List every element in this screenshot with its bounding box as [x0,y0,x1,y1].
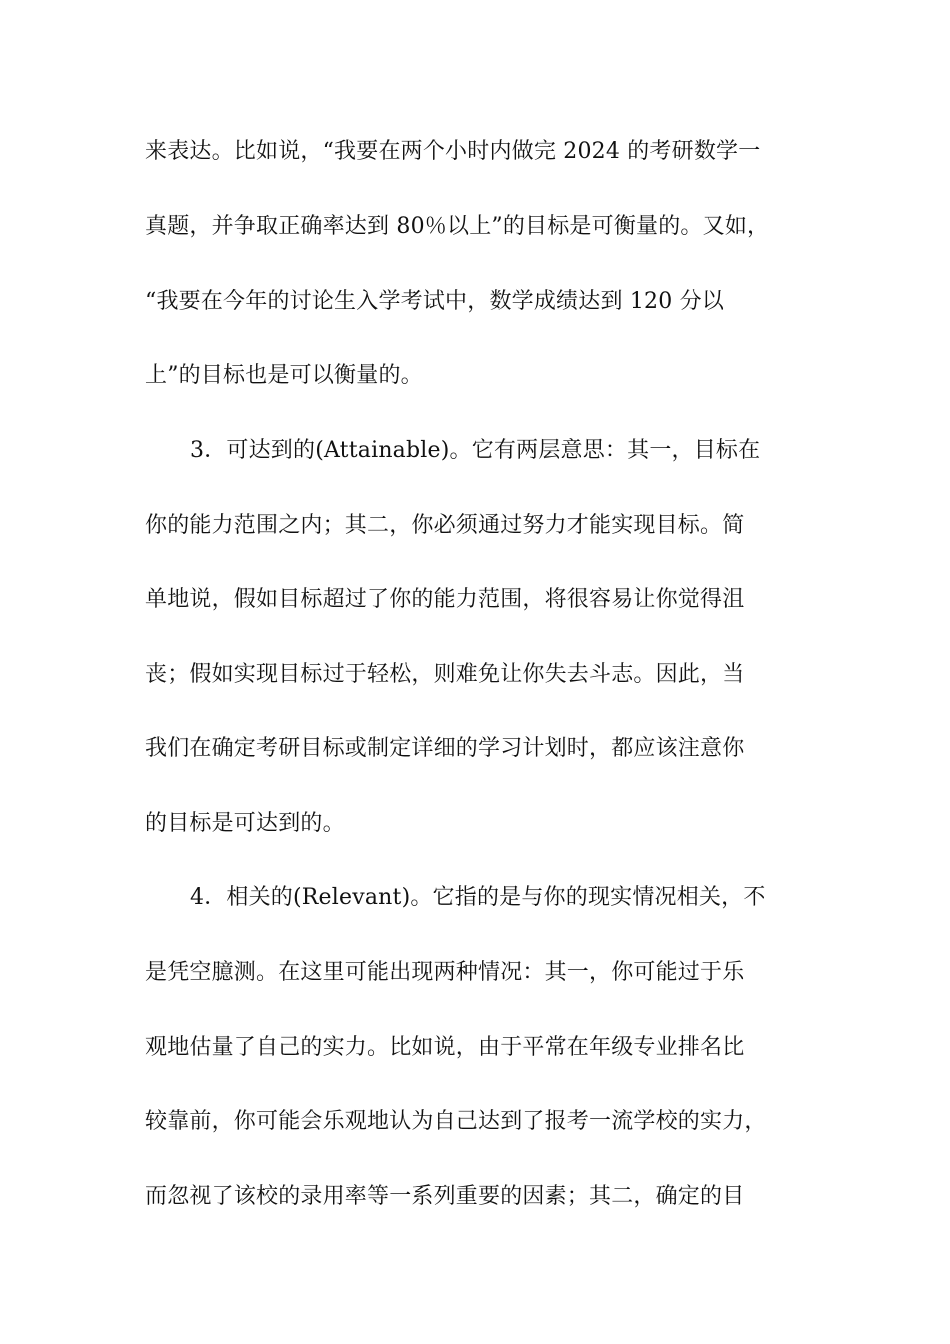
text-line: 你的能力范围之内；其二，你必须通过努力才能实现目标。简 [145,513,745,538]
text-line: 是凭空臆测。在这里可能出现两种情况：其一，你可能过于乐 [145,960,745,985]
text-line: 来表达。比如说，“我要在两个小时内做完 2024 的考研数学一 [145,139,761,164]
paragraph-start-line: 4．相关的(Relevant)。它指的是与你的现实情况相关，不 [190,885,766,910]
text-line: 观地估量了自己的实力。比如说，由于平常在年级专业排名比 [145,1035,745,1060]
text-line: 而忽视了该校的录用率等一系列重要的因素；其二，确定的目 [145,1184,745,1209]
text-line: 的目标是可达到的。 [145,811,345,836]
text-line: 上”的目标也是可以衡量的。 [145,363,423,388]
text-line: 单地说，假如目标超过了你的能力范围，将很容易让你觉得沮 [145,587,745,612]
text-line: “我要在今年的讨论生入学考试中，数学成绩达到 120 分以 [145,289,725,314]
text-line: 我们在确定考研目标或制定详细的学习计划时，都应该注意你 [145,736,745,761]
text-line: 丧；假如实现目标过于轻松，则难免让你失去斗志。因此，当 [145,662,745,687]
text-line: 较靠前，你可能会乐观地认为自己达到了报考一流学校的实力， [145,1109,767,1134]
paragraph-start-line: 3．可达到的(Attainable)。它有两层意思：其一，目标在 [190,438,761,463]
text-line: 真题，并争取正确率达到 80％以上”的目标是可衡量的。又如， [145,214,770,239]
